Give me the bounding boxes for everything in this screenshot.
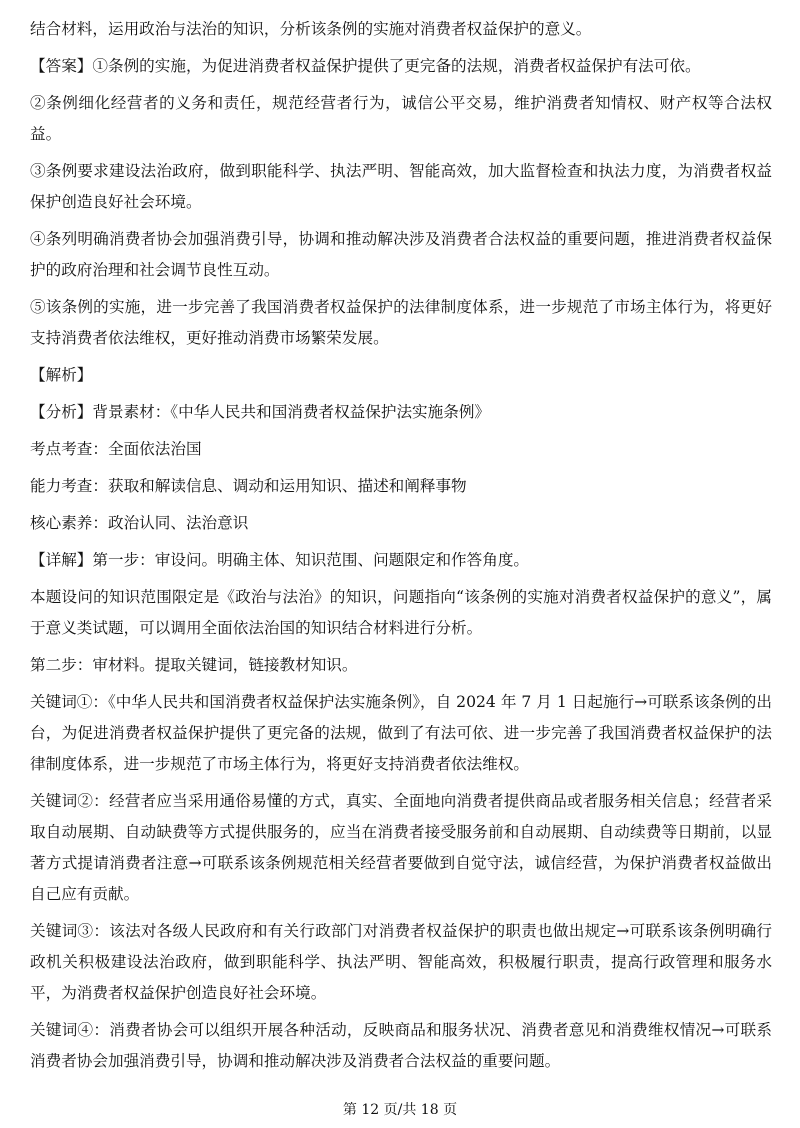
detail-step-1-text: 本题设问的知识范围限定是《政治与法治》的知识，问题指向“该条例的实施对消费者权益保护的意义”，属于意义类试题，可以调用全面依法治国的知识结合材料进行分析。 [30,588,772,637]
analysis-background: 【分析】背景素材：《中华人民共和国消费者权益保护法实施条例》 [30,403,491,421]
detail-step-2: 第二步：审材料。提取关键词，链接教材知识。 [30,656,358,674]
answer-point-4: ④条列明确消费者协会加强消费引导，协调和推动解决涉及消费者合法权益的重要问题，推进消费者权益保护的政府治理和社会调节良性互动。 [30,230,772,279]
answer-point-2: ②条例细化经营者的义务和责任，规范经营者行为，诚信公平交易，维护消费者知情权、财产权等合法权益。 [30,94,772,143]
core-literacy: 核心素养：政治认同、法治意识 [30,514,249,532]
document-body [30,14,772,1077]
analysis-heading: 【解析】 [30,366,93,384]
answer-point-1: 【答案】①条例的实施，为促进消费者权益保护提供了更完备的法规，消费者权益保护有法可依。 [30,57,701,75]
question-prompt: 结合材料，运用政治与法治的知识，分析该条例的实施对消费者权益保护的意义。 [30,20,592,38]
exam-point: 考点考查：全面依法治国 [30,440,202,458]
keyword-2: 关键词②：经营者应当采用通俗易懂的方式，真实、全面地向消费者提供商品或者服务相关信息；经营者采取自动展期、自动缺费等方式提供服务的，应当在消费者接受服务前和自动展期、自动续费等日期前，以显著方式提请消费者注意→可联系该条例规范相关经营者要做到自觉守法，诚信经营，为保护消费者权益做出自己应有贡献。 [30,792,772,903]
detail-step-1: 【详解】第一步：审设问。明确主体、知识范围、问题限定和作答角度。 [30,551,530,569]
page-number: 第 12 页/共 18 页 [342,1102,458,1118]
keyword-1: 关键词①：《中华人民共和国消费者权益保护法实施条例》，自 2024 年 7 月 1 日起施行→可联系该条例的出台，为促进消费者权益保护提供了更完备的法规，做到了有法可依、进一步完善了我国消费者权益保护的法律制度体系，进一步规范了市场主体行为，将更好支持消费者依法维权。 [30,693,772,773]
answer-point-3: ③条例要求建设法治政府，做到职能科学、执法严明、智能高效，加大监督检查和执法力度，为消费者权益保护创造良好社会环境。 [30,162,772,211]
ability-point: 能力考查：获取和解读信息、调动和运用知识、描述和阐释事物 [30,477,467,495]
keyword-3: 关键词③：该法对各级人民政府和有关行政部门对消费者权益保护的职责也做出规定→可联系该条例明确行政机关积极建设法治政府，做到职能科学、执法严明、智能高效，积极履行职责，提高行政管理和服务水平，为消费者权益保护创造良好社会环境。 [30,922,772,1002]
answer-point-5: ⑤该条例的实施，进一步完善了我国消费者权益保护的法律制度体系，进一步规范了市场主体行为，将更好支持消费者依法维权，更好推动消费市场繁荣发展。 [30,298,772,347]
keyword-4: 关键词④：消费者协会可以组织开展各种活动，反映商品和服务状况、消费者意见和消费维权情况→可联系消费者协会加强消费引导，协调和推动解决涉及消费者合法权益的重要问题。 [30,1021,772,1070]
